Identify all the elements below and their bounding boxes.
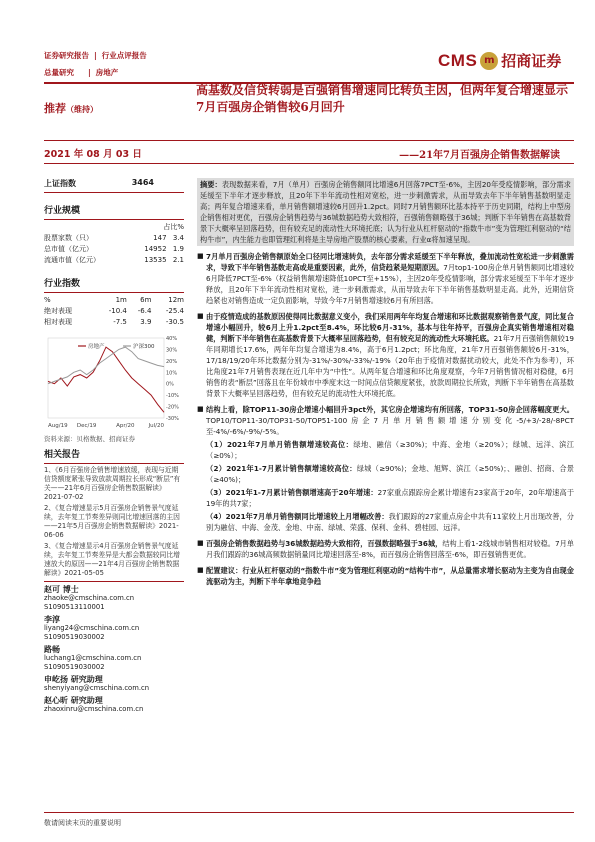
industry-value: 13535 bbox=[144, 256, 167, 264]
analyst-name: 李淳 bbox=[44, 615, 60, 624]
analyst-code: S1090519030002 bbox=[44, 663, 105, 671]
bullet-icon: ■ bbox=[197, 252, 204, 260]
perf-value: 3.9 bbox=[140, 318, 152, 326]
series-line-1 bbox=[48, 347, 164, 384]
y-tick-label: 10% bbox=[166, 370, 178, 377]
bullet-icon: ■ bbox=[197, 312, 204, 320]
analyst-email[interactable]: luchang1@cmschina.com.cn bbox=[44, 654, 142, 662]
sub-item bbox=[206, 463, 574, 485]
related-report[interactable]: 3、《复合增速显示4月百强房企销售景气度延续，去年复工节奏差异是大都会数据较同比增速放大的原因——21年4月百强房企销售数据解读》2021-05-05 bbox=[44, 542, 180, 577]
bullet-bold: 结构上看，除TOP11-30房企增速小幅回升3pct外，其它房企增速均有所回落，TOP31-50房企回落幅度更大。 bbox=[206, 405, 574, 414]
table-row bbox=[44, 255, 184, 266]
footer-note: 敬请阅读末页的重要说明 bbox=[44, 819, 121, 827]
series-line-0 bbox=[48, 347, 164, 412]
sub-item-text: 绿地、融信（≥30%)；中海、金地（≥20%）；绿城、远洋、滨江（≥0%）； bbox=[206, 440, 574, 460]
sub-item-text: 我们跟踪的27家重点房企中共有11家较上月出现改善，分别为融信、中海、金茂、金地、中南、绿城、荣盛、保利、金科、碧桂园、远洋。 bbox=[206, 512, 574, 532]
x-tick-label: Aug/19 bbox=[48, 423, 68, 429]
bullet-item bbox=[197, 538, 574, 560]
y-tick-label: -30% bbox=[166, 416, 179, 422]
bullet-bold: 百强房企销售数据趋势与36城数据趋势大致相符，百强数据略强于36城， bbox=[206, 539, 443, 548]
industry-value: 147 bbox=[153, 234, 167, 242]
perf-value: -25.4 bbox=[165, 307, 184, 315]
tags-row-1: 证券研究报告 | 行业点评报告 bbox=[44, 51, 147, 60]
bullet-text: TOP10/TOP11-30/TOP31-50/TOP51-100房企7月单月销售额增速分别变化-5/+3/-28/-8PCT至-4%/-6%/-9%/-5%。 bbox=[206, 416, 574, 436]
table-row bbox=[44, 244, 184, 255]
industry-pct: 2.1 bbox=[172, 256, 184, 264]
x-tick-label: Jul/20 bbox=[148, 423, 164, 429]
abstract-text: 表现数据来看，7月（单月）百强房企销售额同比增速6月回落7PCT至-6%，主因20年受疫情影响，部分需求延缓至下半年才逐步释放，且20年下半年流动性相对宽松，进一步刺激需求，从而导致去年下半年销售基数明显走高；两年复合增速来看，单月销售额增速较6月回升1.2pct。同时7月销售额环比基本持平于历史同期，结构上中型房企销售相对更优，百强房企销售趋势与36城数据趋势大致相符，百强销售额略强于36城；判断下半年销售在高基数背景下大概率呈回落趋势，但有较充足的流动性大环境托底；认为行业从杠杆驱动的“指数牛市”变为管理红利驱动的“结构牛市”，内生能力也即管理红利将是主导房地产股票的核心要素，行业α将加速呈现。 bbox=[200, 180, 571, 244]
related-report[interactable]: 1、《6月百强房企销售增速放缓，表现与近期信贷额度紧张导致放款周期拉长形成“断层”有关——21年6月百强房企销售数据解读》2021-07-02 bbox=[44, 466, 181, 501]
tag-macro-research: 总量研究 bbox=[44, 68, 74, 77]
bullet-bold: 配置建议：行业从杠杆驱动的“指数牛市”变为管理红利驱动的“结构牛市”，从总量需求增长驱动为主变为自由现金流驱动为主，判断下半年拿地竞争趋 bbox=[206, 566, 574, 586]
sub-item bbox=[206, 439, 574, 461]
bullet-item bbox=[197, 565, 574, 587]
tag-real-estate: 房地产 bbox=[95, 68, 119, 77]
report-date: 2021 年 08 月 03 日 bbox=[44, 149, 142, 160]
industry-label: 总市值（亿元） bbox=[44, 245, 93, 253]
analyst-list bbox=[44, 585, 184, 714]
bullet-text: 21年7月百强销售额较19年同期增长17.6%，两年年均复合增速为8.4%，高于6月1.2pct；环比角度，21年7月百强销售额较6月-31%，17/18/19/20年环比数据分别为-31%/-30%/-33%/-19%（20年由于疫情对数据扰动较大，此处不作为参考），环比角度21年7月销售表现在近几年中为“中性”。从两年复合增速和环比角度观察，今年7月销售情况相对稳健，6月销售的表“断层”回落且在年份城市中季度末这一时间点信贷额度紧张，放款周期拉长所致，判断下半年销售在高基数背景下大概率呈回落趋势，但有较充足的流动性大环境托底。 bbox=[206, 334, 574, 398]
related-report[interactable]: 2、《复合增速显示5月百强房企销售景气度延续，去年复工节奏差异则同比增速回落的主因——21年5月百强房企销售数据解读》2021-06-06 bbox=[44, 504, 180, 539]
table-row bbox=[44, 317, 184, 328]
y-tick-label: -20% bbox=[166, 404, 179, 411]
industry-title: 行业规模 bbox=[44, 206, 81, 216]
table-header-row bbox=[44, 295, 184, 306]
industry-label: 股票家数（只） bbox=[44, 234, 93, 242]
sub-item bbox=[206, 487, 574, 509]
analyst-name: 路畅 bbox=[44, 645, 60, 654]
industry-value: 14952 bbox=[144, 245, 167, 253]
perf-header: 1m bbox=[115, 296, 127, 304]
index-value: 3464 bbox=[131, 178, 154, 187]
rule bbox=[44, 219, 184, 220]
perf-header: 6m bbox=[140, 296, 152, 304]
rule bbox=[44, 463, 184, 464]
tag-industry-review: 行业点评报告 bbox=[101, 51, 147, 60]
rating-value: 推荐 bbox=[44, 102, 66, 115]
rule bbox=[44, 581, 184, 582]
related-title: 相关报告 bbox=[44, 450, 81, 460]
bullet-icon: ■ bbox=[197, 405, 204, 413]
performance-title: 行业指数 bbox=[44, 279, 81, 289]
analyst-email[interactable]: zhaoke@cmschina.com.cn bbox=[44, 594, 135, 602]
perf-value: -30.5 bbox=[165, 318, 184, 326]
y-tick-label: 0% bbox=[166, 381, 174, 388]
tags-row-2: 总量研究 | 房地产 bbox=[44, 68, 119, 77]
rule bbox=[44, 292, 184, 293]
sub-item-bold: （4）2021年7月单月销售额同比增速较上月增幅改善： bbox=[206, 512, 389, 521]
sub-item-bold: （2）2021年1-7月累计销售额增速较高位： bbox=[206, 464, 357, 473]
bullet-icon: ■ bbox=[197, 566, 204, 574]
industry-pct: 1.9 bbox=[172, 245, 184, 253]
sub-item-bold: （1）2021年7月单月销售额增速较高位： bbox=[206, 440, 354, 449]
main-content bbox=[197, 178, 574, 587]
bullet-item bbox=[197, 251, 574, 306]
perf-value: -6.4 bbox=[137, 307, 152, 315]
logo-mark-icon: m bbox=[480, 52, 498, 70]
analyst-name: 赵可 博士 bbox=[44, 585, 79, 594]
table-row bbox=[44, 306, 184, 317]
report-title: 高基数及信贷转弱是百强销售增速同比转负主因，但两年复合增速显示7月百强房企销售较6月回升 bbox=[196, 83, 569, 114]
y-tick-label: -10% bbox=[166, 393, 179, 400]
industry-label: 流通市值（亿元） bbox=[44, 256, 100, 264]
performance-table bbox=[44, 295, 184, 328]
x-tick-label: Dec/19 bbox=[76, 423, 97, 429]
related-reports bbox=[44, 466, 184, 578]
analyst-code: S1090513110001 bbox=[44, 603, 105, 611]
footer-divider bbox=[44, 812, 574, 813]
bullet-bold: 7月单月百强房企销售额原始全口径同比增速转负，去年部分需求延缓至下半年释放，叠加流动性宽松进一步刺激需求，导致下半年销售基数走高或是重要因素，此外，信贷趋紧是短期原因。 bbox=[206, 252, 574, 272]
sub-item bbox=[206, 511, 574, 533]
bullet-bold: 由于疫情造成的基数原因使得同比数据意义变小，我们采用两年年均复合增速和环比数据观察销售景气度，同比复合增速小幅回升，较6月上升1.2pct至8.4%，环比较6月-31%，基本与往年持平，百强房企真实销售增速相对稳健，判断下半年销售在高基数背景下大概率呈回落趋势，但有较充足的流动性大环境托底。 bbox=[206, 312, 574, 343]
y-tick-label: 30% bbox=[166, 347, 178, 354]
y-tick-label: 20% bbox=[166, 358, 178, 365]
perf-header: 12m bbox=[168, 296, 184, 304]
index-chart-svg bbox=[44, 332, 184, 432]
rating-note: （维持） bbox=[66, 105, 98, 114]
industry-table bbox=[44, 233, 184, 266]
logo-text: CMS bbox=[438, 50, 478, 70]
bullet-text: 结构上看1-2线城市销售相对较稳。7月单月我们跟踪的36城高频数据销量同比增速回落至-8%，而百强房企销售回落至-6%，即百强销售更优。 bbox=[206, 539, 574, 559]
legend-label: 沪深300 bbox=[133, 344, 155, 350]
analyst-code: S1090519030002 bbox=[44, 633, 105, 641]
bullet-icon: ■ bbox=[197, 539, 204, 547]
perf-value: -10.4 bbox=[108, 307, 127, 315]
cms-logo bbox=[438, 50, 561, 71]
tag-research-report: 证券研究报告 bbox=[44, 51, 89, 60]
abstract-label: 摘要： bbox=[200, 180, 222, 189]
analyst-name: 申屹扬 研究助理 bbox=[44, 675, 103, 684]
analyst-name: 赵心昕 研究助理 bbox=[44, 696, 103, 705]
legend-label: 房地产 bbox=[88, 344, 105, 350]
analyst-email[interactable]: liyang24@cmschina.com.cn bbox=[44, 624, 140, 632]
x-tick-label: Apr/20 bbox=[116, 423, 135, 429]
industry-unit-header: 占比% bbox=[163, 223, 184, 231]
table-row bbox=[44, 233, 184, 244]
rule bbox=[44, 192, 184, 193]
perf-label: 相对表现 bbox=[44, 318, 72, 326]
rating bbox=[44, 100, 98, 116]
abstract bbox=[197, 178, 574, 246]
sidebar bbox=[44, 178, 184, 714]
bullet-item bbox=[197, 404, 574, 437]
bullet-item bbox=[197, 311, 574, 399]
date-bar bbox=[44, 140, 574, 164]
perf-value: -7.5 bbox=[113, 318, 127, 326]
index-label: 上证指数 bbox=[44, 179, 76, 188]
analyst-email[interactable]: shenyiyang@cmschina.com.cn bbox=[44, 684, 150, 692]
logo-cn: 招商证券 bbox=[501, 52, 562, 70]
bullet-text: 7月top1-100房企单月销售额同比增速较6月降低7PCT至-6%（权益销售额增速降低10PCT至+15%），主因20年受疫情影响，部分需求延缓至下半年才逐步释放，且20年下半年流动性相对宽松，进一步刺激需求，从而导致去年下半年销售基数明显走高。此外，近期信贷趋紧也对销售造成一定负面影响，导致今年7月销售增速较6月有所回落。 bbox=[206, 263, 574, 305]
index-row bbox=[44, 178, 184, 189]
perf-label: 绝对表现 bbox=[44, 307, 72, 315]
y-tick-label: 40% bbox=[166, 336, 178, 342]
index-chart bbox=[44, 332, 184, 432]
sub-item-bold: （3）2021年1-7月累计销售额增速高于20年增速： bbox=[206, 488, 378, 497]
perf-header: % bbox=[44, 296, 51, 304]
report-subtitle: ——21年7月百强房企销售数据解读 bbox=[399, 150, 560, 161]
header-tags bbox=[44, 47, 147, 81]
sub-item-text: 27家重点跟踪房企累计增速有23家高于20年，20年增速高于19年的共7家； bbox=[206, 488, 575, 508]
industry-pct: 3.4 bbox=[172, 234, 184, 242]
analyst-email[interactable]: zhaoxinru@cmschina.com.cn bbox=[44, 705, 144, 713]
sub-item-text: 绿城（≥90%)；金地、旭辉、滨江（≥50%)；、融创、招商、合景（≥40%)； bbox=[206, 464, 574, 484]
chart-source: 资料来源：贝格数据、招商证券 bbox=[44, 435, 135, 443]
